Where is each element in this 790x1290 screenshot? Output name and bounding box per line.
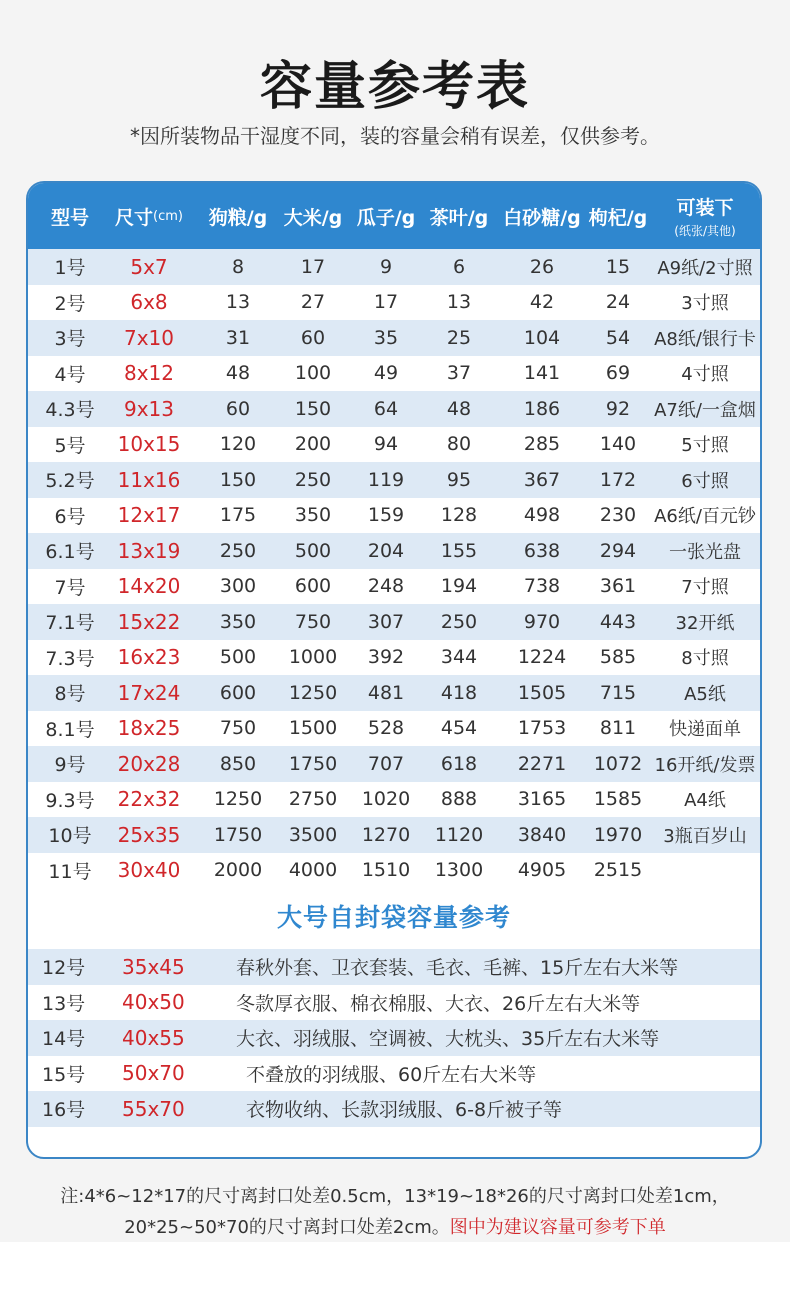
cell-tea: 344 <box>440 646 478 669</box>
cell-dogfood: 13 <box>225 291 251 314</box>
cell-fits: A5纸 <box>684 683 726 705</box>
cell-rice: 1250 <box>288 681 338 704</box>
cell-goji: 15 <box>605 255 631 278</box>
header-fits <box>648 183 762 249</box>
cell-model: 11号 <box>48 860 92 883</box>
cell-seeds: 707 <box>367 752 405 775</box>
cell-dogfood: 600 <box>219 681 257 704</box>
cell-goji: 54 <box>605 326 631 349</box>
cell-goji: 294 <box>599 539 637 562</box>
cell-dogfood: 31 <box>225 326 251 349</box>
large-bag-size: 40x50 <box>122 990 185 1015</box>
large-bag-desc: 不叠放的羽绒服、60斤左右大米等 <box>246 1063 537 1086</box>
large-bag-row <box>28 1091 760 1127</box>
large-bag-model: 16号 <box>42 1099 86 1122</box>
header-sugar <box>496 183 588 249</box>
cell-goji: 24 <box>605 291 631 314</box>
cell-seeds: 1270 <box>361 823 411 846</box>
cell-size: 25x35 <box>117 822 181 847</box>
cell-seeds: 159 <box>367 504 405 527</box>
cell-tea: 194 <box>440 575 478 598</box>
cell-size: 18x25 <box>117 716 181 741</box>
cell-tea: 80 <box>446 433 472 456</box>
cell-size: 17x24 <box>117 680 181 705</box>
cell-model: 5号 <box>54 434 86 457</box>
cell-size: 10x15 <box>117 432 181 457</box>
cell-rice: 150 <box>294 397 332 420</box>
cell-goji: 2515 <box>593 859 643 882</box>
cell-rice: 27 <box>300 291 326 314</box>
header-goji-label: 枸杞/g <box>588 206 648 229</box>
cell-rice: 500 <box>294 539 332 562</box>
cell-size: 14x20 <box>117 574 181 599</box>
header-size <box>108 183 190 249</box>
cell-goji: 230 <box>599 504 637 527</box>
cell-tea: 250 <box>440 610 478 633</box>
cell-size: 8x12 <box>123 361 174 386</box>
cell-dogfood: 120 <box>219 433 257 456</box>
cell-sugar: 367 <box>523 468 561 491</box>
cell-seeds: 94 <box>373 433 399 456</box>
cell-goji: 140 <box>599 433 637 456</box>
cell-rice: 17 <box>300 255 326 278</box>
cell-dogfood: 850 <box>219 752 257 775</box>
table-row <box>28 427 760 463</box>
header-goji <box>584 183 652 249</box>
cell-sugar: 2271 <box>517 752 567 775</box>
cell-model: 7.3号 <box>45 647 95 670</box>
cell-sugar: 42 <box>529 291 555 314</box>
large-bag-model: 15号 <box>42 1063 86 1086</box>
cell-rice: 250 <box>294 468 332 491</box>
cell-rice: 2750 <box>288 788 338 811</box>
cell-dogfood: 500 <box>219 646 257 669</box>
cell-seeds: 1510 <box>361 859 411 882</box>
cell-model: 9号 <box>54 754 86 777</box>
cell-sugar: 3840 <box>517 823 567 846</box>
cell-size: 6x8 <box>130 290 168 315</box>
header-fits-sub: (纸张/其他) <box>674 224 736 238</box>
large-bag-size: 35x45 <box>122 954 185 979</box>
cell-tea: 25 <box>446 326 472 349</box>
large-bag-row <box>28 1020 760 1056</box>
cell-size: 7x10 <box>123 325 174 350</box>
large-bag-desc: 衣物收纳、长款羽绒服、6-8斤被子等 <box>246 1099 563 1122</box>
cell-model: 8号 <box>54 683 86 706</box>
cell-dogfood: 8 <box>231 255 245 278</box>
cell-seeds: 9 <box>379 255 393 278</box>
cell-goji: 1970 <box>593 823 643 846</box>
cell-sugar: 4905 <box>517 859 567 882</box>
table-row <box>28 391 760 427</box>
cell-sugar: 738 <box>523 575 561 598</box>
cell-size: 15x22 <box>117 609 181 634</box>
cell-rice: 750 <box>294 610 332 633</box>
cell-size: 11x16 <box>117 467 181 492</box>
cell-seeds: 204 <box>367 539 405 562</box>
cell-goji: 92 <box>605 397 631 420</box>
cell-tea: 13 <box>446 291 472 314</box>
table-row <box>28 853 760 889</box>
cell-seeds: 119 <box>367 468 405 491</box>
cell-seeds: 392 <box>367 646 405 669</box>
cell-dogfood: 750 <box>219 717 257 740</box>
cell-fits: 32开纸 <box>675 612 735 634</box>
header-seeds <box>350 183 422 249</box>
cell-size: 5x7 <box>130 254 168 279</box>
table-row <box>28 498 760 534</box>
table-row <box>28 711 760 747</box>
cell-seeds: 481 <box>367 681 405 704</box>
cell-tea: 6 <box>452 255 466 278</box>
cell-rice: 200 <box>294 433 332 456</box>
large-bag-model: 13号 <box>42 992 86 1015</box>
cell-fits: 4寸照 <box>681 364 729 386</box>
table-row <box>28 462 760 498</box>
cell-size: 22x32 <box>117 787 181 812</box>
cell-seeds: 49 <box>373 362 399 385</box>
large-bag-row <box>28 949 760 985</box>
table-header <box>28 183 760 249</box>
table-row <box>28 675 760 711</box>
header-dogfood-label: 狗粮/g <box>208 206 268 229</box>
header-rice <box>276 183 350 249</box>
cell-seeds: 307 <box>367 610 405 633</box>
cell-sugar: 285 <box>523 433 561 456</box>
header-seeds-label: 瓜子/g <box>356 206 416 229</box>
capacity-table-card <box>26 181 762 1159</box>
cell-tea: 155 <box>440 539 478 562</box>
cell-dogfood: 175 <box>219 504 257 527</box>
cell-rice: 600 <box>294 575 332 598</box>
cell-model: 7号 <box>54 576 86 599</box>
table-row <box>28 356 760 392</box>
large-bag-row <box>28 1056 760 1092</box>
cell-rice: 1500 <box>288 717 338 740</box>
cell-sugar: 104 <box>523 326 561 349</box>
table-row <box>28 817 760 853</box>
cell-model: 6.1号 <box>45 541 95 564</box>
cell-goji: 361 <box>599 575 637 598</box>
cell-dogfood: 300 <box>219 575 257 598</box>
header-tea-label: 茶叶/g <box>429 206 489 229</box>
cell-fits: 快递面单 <box>669 719 741 741</box>
cell-goji: 715 <box>599 681 637 704</box>
cell-sugar: 638 <box>523 539 561 562</box>
cell-model: 2号 <box>54 292 86 315</box>
cell-sugar: 970 <box>523 610 561 633</box>
large-bag-title: 大号自封袋容量参考 <box>276 903 511 932</box>
cell-fits <box>648 853 762 889</box>
cell-seeds: 17 <box>373 291 399 314</box>
cell-tea: 37 <box>446 362 472 385</box>
cell-rice: 60 <box>300 326 326 349</box>
cell-model: 8.1号 <box>45 718 95 741</box>
cell-dogfood: 350 <box>219 610 257 633</box>
cell-dogfood: 150 <box>219 468 257 491</box>
large-bag-model: 12号 <box>42 957 86 980</box>
cell-goji: 69 <box>605 362 631 385</box>
cell-fits: 7寸照 <box>681 577 729 599</box>
cell-goji: 1072 <box>593 752 643 775</box>
large-bag-size: 40x55 <box>122 1025 185 1050</box>
cell-dogfood: 2000 <box>213 859 263 882</box>
cell-model: 5.2号 <box>45 470 95 493</box>
cell-size: 30x40 <box>117 858 181 883</box>
header-dogfood <box>200 183 276 249</box>
cell-goji: 1585 <box>593 788 643 811</box>
header-sugar-label: 白砂糖/g <box>503 206 581 229</box>
cell-model: 1号 <box>54 257 86 280</box>
header-rice-label: 大米/g <box>283 206 343 229</box>
cell-seeds: 528 <box>367 717 405 740</box>
cell-sugar: 498 <box>523 504 561 527</box>
cell-fits: 8寸照 <box>681 648 729 670</box>
cell-tea: 1300 <box>434 859 484 882</box>
table-row <box>28 249 760 285</box>
cell-dogfood: 250 <box>219 539 257 562</box>
large-bag-desc: 冬款厚衣服、棉衣棉服、大衣、26斤左右大米等 <box>236 992 641 1015</box>
cell-model: 9.3号 <box>45 789 95 812</box>
note-line-1: 注:4*6~12*17的尺寸离封口处差0.5cm，13*19~18*26的尺寸离封口处差1cm， <box>60 1186 730 1207</box>
cell-seeds: 248 <box>367 575 405 598</box>
cell-rice: 3500 <box>288 823 338 846</box>
cell-tea: 1120 <box>434 823 484 846</box>
table-row <box>28 604 760 640</box>
large-bag-model: 14号 <box>42 1028 86 1051</box>
cell-rice: 1750 <box>288 752 338 775</box>
cell-model: 4.3号 <box>45 399 95 422</box>
cell-size: 12x17 <box>117 503 181 528</box>
cell-size: 9x13 <box>123 396 174 421</box>
table-row <box>28 746 760 782</box>
cell-tea: 454 <box>440 717 478 740</box>
cell-goji: 585 <box>599 646 637 669</box>
page-subtitle: *因所装物品干湿度不同，装的容量会稍有误差，仅供参考。 <box>130 124 660 148</box>
cell-fits: 6寸照 <box>681 470 729 492</box>
cell-tea: 888 <box>440 788 478 811</box>
cell-goji: 811 <box>599 717 637 740</box>
cell-sugar: 1505 <box>517 681 567 704</box>
cell-rice: 100 <box>294 362 332 385</box>
cell-fits: A4纸 <box>684 790 726 812</box>
cell-sugar: 141 <box>523 362 561 385</box>
cell-seeds: 1020 <box>361 788 411 811</box>
cell-goji: 172 <box>599 468 637 491</box>
large-bag-row <box>28 985 760 1021</box>
header-model-label: 型号 <box>50 206 89 229</box>
table-row <box>28 569 760 605</box>
cell-fits: A6纸/百元钞 <box>654 506 756 528</box>
table-row <box>28 782 760 818</box>
cell-fits: 3瓶百岁山 <box>663 825 747 847</box>
cell-tea: 618 <box>440 752 478 775</box>
table-row <box>28 533 760 569</box>
note-line-2-highlight: 图中为建议容量可参考下单 <box>449 1217 666 1238</box>
large-bag-size: 55x70 <box>122 1096 185 1121</box>
cell-tea: 418 <box>440 681 478 704</box>
cell-rice: 4000 <box>288 859 338 882</box>
cell-seeds: 64 <box>373 397 399 420</box>
cell-sugar: 26 <box>529 255 555 278</box>
cell-dogfood: 1250 <box>213 788 263 811</box>
table-row <box>28 285 760 321</box>
cell-seeds: 35 <box>373 326 399 349</box>
cell-fits: 3寸照 <box>681 293 729 315</box>
header-size-unit: (cm) <box>153 208 183 224</box>
cell-sugar: 3165 <box>517 788 567 811</box>
cell-fits: A7纸/一盒烟 <box>654 399 756 421</box>
header-fits-label: 可装下 <box>676 197 734 219</box>
header-size-label: 尺寸 <box>115 206 154 229</box>
note-line-2-text: 20*25~50*70的尺寸离封口处差2cm。 <box>124 1217 450 1238</box>
cell-sugar: 186 <box>523 397 561 420</box>
large-bag-size: 50x70 <box>122 1061 185 1086</box>
table-row <box>28 320 760 356</box>
cell-size: 20x28 <box>117 751 181 776</box>
cell-dogfood: 48 <box>225 362 251 385</box>
cell-model: 4号 <box>54 363 86 386</box>
cell-fits: 一张光盘 <box>669 541 741 563</box>
cell-fits: 5寸照 <box>681 435 729 457</box>
cell-model: 3号 <box>54 328 86 351</box>
page-title: 容量参考表 <box>259 57 530 117</box>
cell-rice: 350 <box>294 504 332 527</box>
cell-tea: 48 <box>446 397 472 420</box>
cell-tea: 95 <box>446 468 472 491</box>
cell-size: 13x19 <box>117 538 181 563</box>
cell-goji: 443 <box>599 610 637 633</box>
note-line-2 <box>0 1213 790 1239</box>
cell-sugar: 1224 <box>517 646 567 669</box>
large-bag-desc: 春秋外套、卫衣套装、毛衣、毛裤、15斤左右大米等 <box>236 957 679 980</box>
cell-rice: 1000 <box>288 646 338 669</box>
cell-dogfood: 60 <box>225 397 251 420</box>
cell-model: 6号 <box>54 505 86 528</box>
cell-sugar: 1753 <box>517 717 567 740</box>
cell-fits: A8纸/银行卡 <box>654 328 756 350</box>
cell-fits: 16开纸/发票 <box>654 754 756 776</box>
header-model <box>32 183 108 249</box>
cell-size: 16x23 <box>117 645 181 670</box>
header-tea <box>422 183 496 249</box>
cell-fits: A9纸/2寸照 <box>657 257 753 279</box>
large-bag-desc: 大衣、羽绒服、空调被、大枕头、35斤左右大米等 <box>236 1028 660 1051</box>
table-row <box>28 640 760 676</box>
cell-tea: 128 <box>440 504 478 527</box>
cell-model: 7.1号 <box>45 612 95 635</box>
cell-model: 10号 <box>48 825 92 848</box>
cell-dogfood: 1750 <box>213 823 263 846</box>
